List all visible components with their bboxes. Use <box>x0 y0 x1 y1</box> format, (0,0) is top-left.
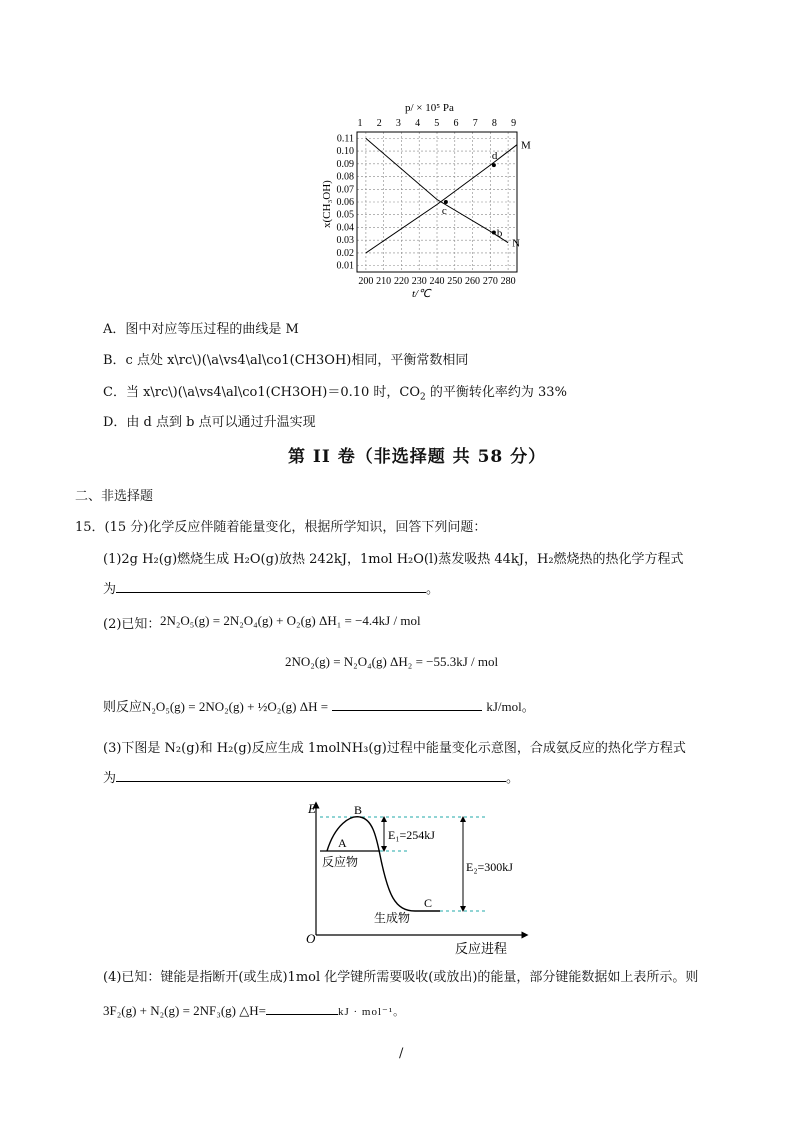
option-a: A．图中对应等压过程的曲线是 M <box>103 322 299 337</box>
chart-curves <box>366 138 531 253</box>
wei-label: 为 <box>103 582 117 597</box>
answer-blank-3[interactable] <box>116 769 506 782</box>
answer-blank-4[interactable] <box>266 1002 338 1015</box>
x-tick-label: 210 <box>376 276 392 287</box>
period-2: 。 <box>506 771 520 786</box>
y-tick-label: 0.11 <box>336 133 354 145</box>
x-axis-label-progress: 反应进程 <box>455 941 508 956</box>
product-label: 生成物 <box>374 911 411 925</box>
eq3: N₂O₅(g) = 2NO₂(g) + ½O₂(g) ΔH = <box>142 699 329 714</box>
top-tick-label: 8 <box>491 118 497 129</box>
q15-part2-label: (2)已知： <box>103 617 161 632</box>
q15-part1: (1)2g H₂(g)燃烧生成 H₂O(g)放热 242kJ，1mol H₂O(l)蒸发吸热 44kJ，H₂燃烧热的热化学方程式 <box>103 552 684 567</box>
top-axis-ticks <box>358 118 517 129</box>
top-tick-label: 5 <box>434 118 440 129</box>
top-tick-label: 4 <box>415 118 421 129</box>
y-tick-label: 0.03 <box>336 235 354 247</box>
q15-intro: 15．(15 分)化学反应伴随着能量变化，根据所学知识，回答下列问题： <box>75 520 487 535</box>
x-tick-label: 280 <box>500 276 516 287</box>
x-tick-label: 240 <box>429 276 445 287</box>
y-tick-label: 0.07 <box>336 184 354 196</box>
y-axis-ticks <box>337 133 355 271</box>
point-c <box>444 200 448 204</box>
curve-label-N: N <box>512 237 521 250</box>
kj-mol-unit: kJ · mol⁻¹。 <box>337 1006 406 1018</box>
option-c-pre: C．当 x\rc\)(\a\vs4\al\co1(CH3OH)＝0.10 时，CO <box>103 385 421 400</box>
q15-part3: (3)下图是 N₂(g)和 H₂(g)反应生成 1molNH₃(g)过程中能量变化示意图，合成氨反应的热化学方程式 <box>103 741 686 756</box>
point-b <box>492 231 496 235</box>
answer-blank-1[interactable] <box>116 580 426 593</box>
wei-label-2: 为 <box>103 771 117 786</box>
top-tick-label: 2 <box>376 118 382 129</box>
top-tick-label: 3 <box>395 118 401 129</box>
q15-part4: (4)已知：键能是指断开(或生成)1mol 化学键所需要吸收(或放出)的能量，部分键能数据如上表所示。则 <box>103 970 699 985</box>
energy-diagram <box>300 795 540 960</box>
x-tick-label: 250 <box>447 276 463 287</box>
x-tick-label: 220 <box>393 276 409 287</box>
option-c-sub: 2 <box>420 392 426 403</box>
answer-blank-2[interactable] <box>332 698 482 711</box>
q15-part2-eq2: 2NO₂(g) = N₂O₄(g) ΔH₂ = −55.3kJ / mol <box>285 654 499 669</box>
page-footer: / <box>399 1046 404 1061</box>
q15-part1-answer-line <box>103 578 439 597</box>
e-axis-label: E <box>308 801 316 816</box>
option-d: D．由 d 点到 b 点可以通过升温实现 <box>103 415 316 430</box>
top-tick-label: 9 <box>511 118 517 129</box>
curve-label-M: M <box>521 139 531 152</box>
x-tick-label: 200 <box>358 276 374 287</box>
y-tick-label: 0.06 <box>336 197 354 208</box>
y-tick-label: 0.04 <box>336 222 354 234</box>
e1-label: E₁=254kJ <box>388 828 435 842</box>
equilibrium-chart <box>320 98 550 298</box>
q15-part4-eq-line <box>103 1002 405 1019</box>
option-b: B．c 点处 x\rc\)(\a\vs4\al\co1(CH3OH)相同，平衡常数相同 <box>103 353 469 368</box>
y-tick-label: 0.02 <box>336 247 354 259</box>
x-tick-label: 270 <box>482 276 498 287</box>
y-tick-label: 0.05 <box>336 209 354 221</box>
point-c-label: C <box>424 896 433 910</box>
point-label-b: b <box>496 227 503 240</box>
eq4: 3F₂(g) + N₂(g) = 2NF₃(g) △H= <box>103 1003 266 1018</box>
chart-points <box>442 150 503 239</box>
x-axis-ticks <box>358 276 515 287</box>
q15-part2-eq1: 2N₂O₅(g) = 2N₂O₄(g) + O₂(g) ΔH₁ = −4.4kJ / mol <box>160 613 421 628</box>
y-tick-label: 0.09 <box>336 158 354 170</box>
q15-part2-eq3-line <box>103 696 535 715</box>
top-tick-label: 7 <box>472 118 478 129</box>
q15-part3-answer-line <box>103 767 519 786</box>
origin-label: O <box>306 931 316 946</box>
option-c-post: 的平衡转化率约为 33% <box>425 385 567 400</box>
top-axis-label: p/ × 10⁵ Pa <box>405 102 454 114</box>
y-tick-label: 0.10 <box>336 146 354 158</box>
reactant-label: 反应物 <box>322 855 359 869</box>
point-d <box>492 163 496 167</box>
point-label-c: c <box>441 205 447 217</box>
x-tick-label: 230 <box>411 276 427 287</box>
then-label: 则反应 <box>103 700 143 715</box>
point-a-label: A <box>338 836 347 850</box>
kj-unit: kJ/mol。 <box>486 699 535 714</box>
section-heading: 二、非选择题 <box>75 489 154 504</box>
period: 。 <box>426 582 440 597</box>
e2-label: E₂=300kJ <box>466 860 513 874</box>
y-tick-label: 0.08 <box>336 171 354 183</box>
point-label-d: d <box>491 150 498 163</box>
point-b-label: B <box>354 803 363 817</box>
option-c <box>103 381 567 403</box>
curve-N <box>366 138 508 242</box>
section-title: 第 II 卷（非选择题 共 58 分） <box>288 447 547 467</box>
top-tick-label: 1 <box>357 118 363 129</box>
x-axis-label: t/℃ <box>412 288 431 298</box>
x-tick-label: 260 <box>465 276 481 287</box>
y-tick-label: 0.01 <box>336 260 354 272</box>
y-axis-label: x(CH₃OH) <box>321 180 333 228</box>
top-tick-label: 6 <box>453 118 459 129</box>
